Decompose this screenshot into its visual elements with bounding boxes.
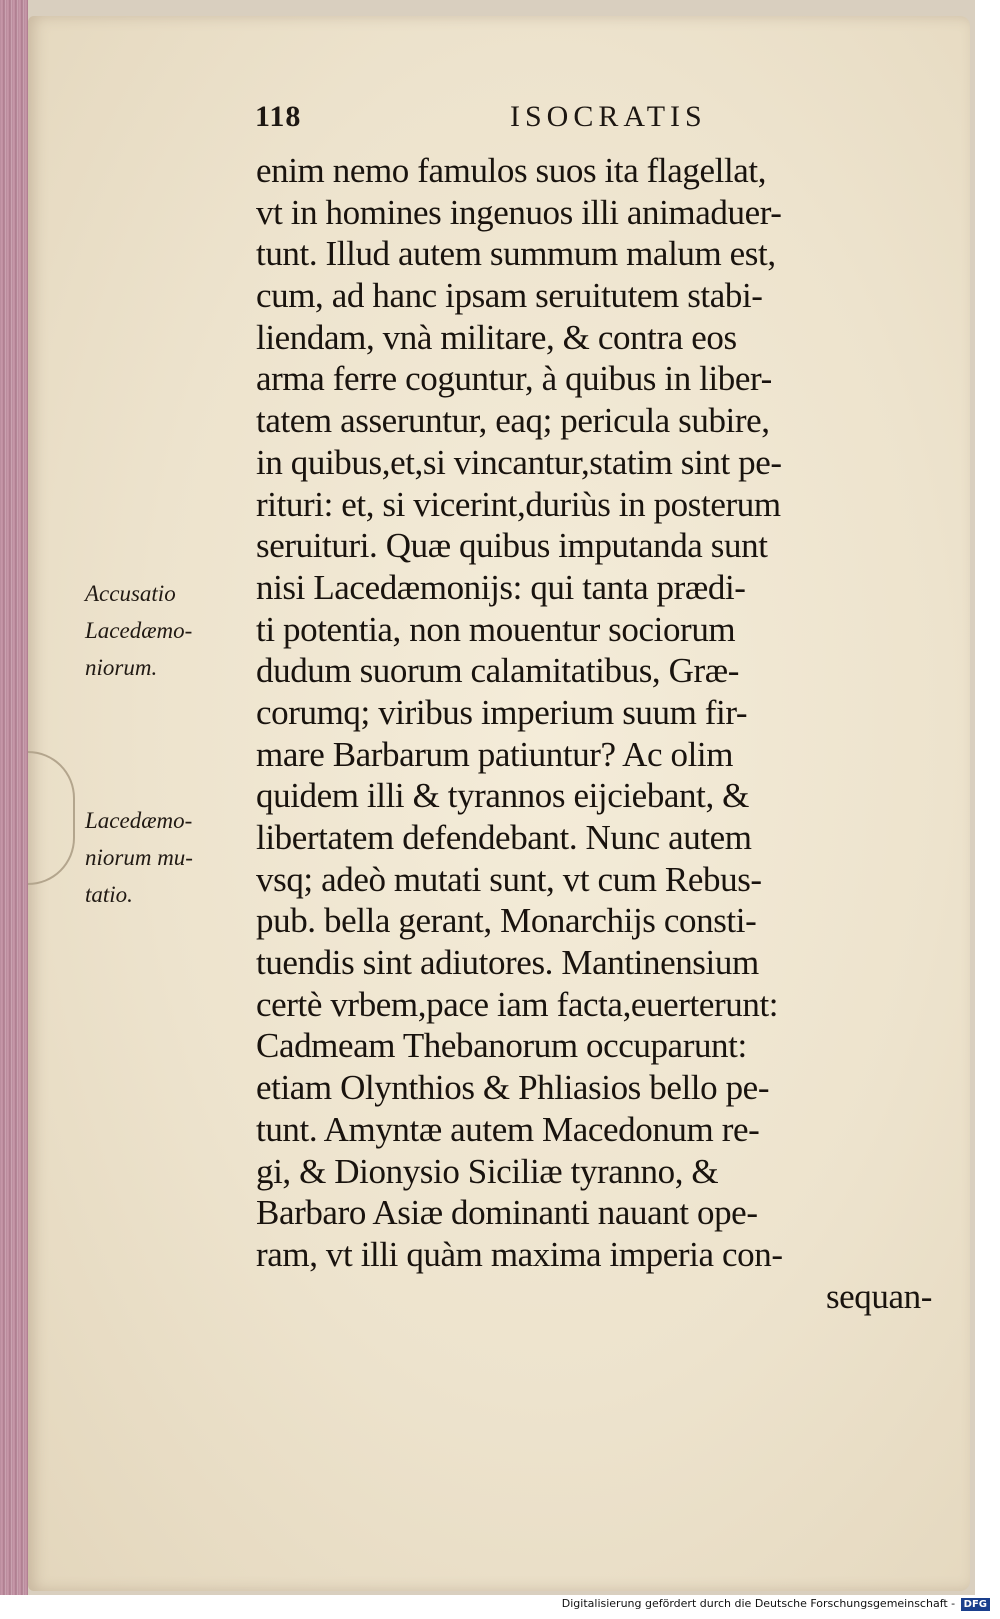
- marginal-note: [85, 575, 250, 686]
- text-line: etiam Olynthios & Phliasios bello pe-: [256, 1068, 770, 1108]
- text-line: enim nemo famulos suos ita flagellat,: [256, 151, 767, 190]
- text-line: tuendis sint adiutores. Mantinensium: [256, 943, 759, 983]
- text-line: corumq; viribus imperium suum fir-: [256, 692, 748, 732]
- marginal-note-line: Accusatio: [85, 581, 176, 606]
- catchword: sequan-: [825, 1276, 932, 1316]
- page-clasp-outline: [28, 751, 75, 885]
- text-line: cum, ad hanc ipsam seruitutem stabi-: [256, 276, 763, 316]
- page-header: [255, 100, 955, 140]
- text-line: certè vrbem,pace iam facta,euerterunt:: [256, 984, 779, 1024]
- text-line: liendam, vnà militare, & contra eos: [256, 317, 737, 357]
- text-line: ram, vt illi quàm maxima imperia con-: [256, 1234, 783, 1274]
- text-line: libertatem defendebant. Nunc autem: [256, 818, 752, 857]
- book-page-edges: [0, 0, 28, 1595]
- text-line: seruituri. Quæ quibus imputanda sunt: [256, 526, 768, 566]
- page-number: 118: [255, 100, 302, 133]
- text-line: pub. bella gerant, Monarchijs consti-: [256, 901, 757, 941]
- text-line: rituri: et, si vicerint,duriùs in posterum: [256, 484, 781, 524]
- marginal-note-line: niorum mu-: [85, 845, 193, 870]
- text-line: vt in homines ingenuos illi animaduer-: [256, 192, 782, 232]
- marginal-note: [85, 802, 250, 913]
- running-title: ISOCRATIS: [510, 100, 707, 133]
- text-line: ti potentia, non mouentur sociorum: [256, 609, 736, 649]
- marginal-note-line: Lacedæmo-: [85, 808, 193, 833]
- body-text: [256, 150, 936, 1317]
- credit-text: Digitalisierung gefördert durch die Deutsche Forschungsgemeinschaft -: [561, 1597, 956, 1610]
- text-line: arma ferre coguntur, à quibus in liber-: [256, 359, 772, 399]
- text-line: mare Barbarum patiuntur? Ac olim: [256, 734, 734, 774]
- text-line: Cadmeam Thebanorum occuparunt:: [256, 1026, 747, 1066]
- marginal-note-line: tatio.: [85, 882, 133, 907]
- digitization-credit: [0, 1597, 1000, 1617]
- marginal-note-line: Lacedæmo-: [85, 618, 193, 643]
- text-line: vsq; adeò mutati sunt, vt cum Rebus-: [256, 859, 762, 899]
- text-line: quidem illi & tyrannos eijciebant, &: [256, 776, 749, 816]
- text-line: nisi Lacedæmonijs: qui tanta prædi-: [256, 567, 746, 607]
- text-line: dudum suorum calamitatibus, Græ-: [256, 651, 739, 691]
- text-line: gi, & Dionysio Siciliæ tyranno, &: [256, 1151, 719, 1191]
- text-line: tatem asseruntur, eaq; pericula subire,: [256, 401, 770, 441]
- text-line: tunt. Illud autem summum malum est,: [256, 234, 776, 274]
- dfg-logo-badge: DFG: [961, 1598, 990, 1611]
- text-line: tunt. Amyntæ autem Macedonum re-: [256, 1109, 760, 1149]
- marginal-note-line: niorum.: [85, 655, 158, 680]
- text-line: in quibus,et,si vincantur,statim sint pe-: [256, 442, 782, 482]
- text-line: Barbaro Asiæ dominanti nauant ope-: [256, 1193, 758, 1233]
